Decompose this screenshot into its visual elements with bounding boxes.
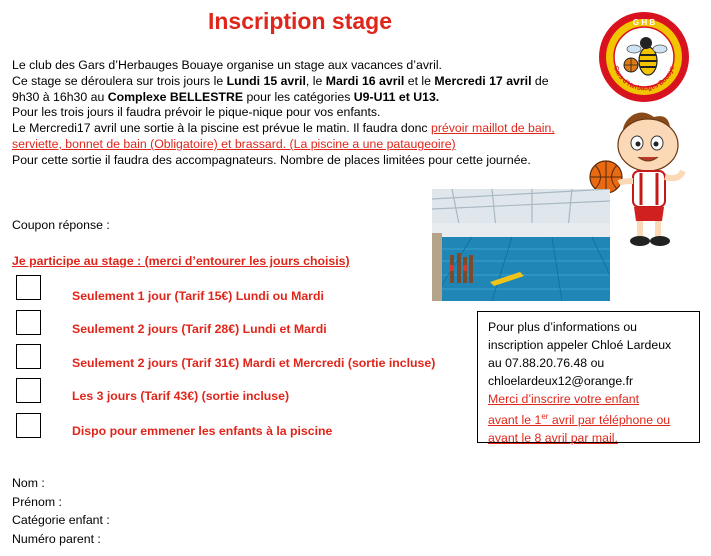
option-2-label: Seulement 2 jours (Tarif 28€) Lundi et Mardi xyxy=(72,322,327,336)
field-prenom: Prénom : xyxy=(12,494,62,509)
info-line-7: avant le 8 avril par mail. xyxy=(488,431,618,446)
info-line-5: Merci d’inscrire votre enfant xyxy=(488,392,640,406)
field-numero-parent: Numéro parent : xyxy=(12,531,101,546)
option-5-checkbox[interactable] xyxy=(16,413,41,438)
info-line-1: Pour plus d’informations ou xyxy=(488,320,638,334)
info-line-3: au 07.88.20.76.48 ou xyxy=(488,356,605,370)
option-4-label: Les 3 jours (Tarif 43€) (sortie incluse) xyxy=(72,389,290,403)
intro-line-3: 9h30 à 16h30 au Complexe BELLESTRE pour les catégories U9-U11 et U13. xyxy=(12,89,440,104)
option-5-label: Dispo pour emmener les enfants à la piscine xyxy=(72,424,333,438)
option-1-checkbox[interactable] xyxy=(16,275,41,300)
option-3-label: Seulement 2 jours (Tarif 31€) Mardi et Mercredi (sortie incluse) xyxy=(72,356,436,370)
logo-top-text: G H B xyxy=(632,18,656,27)
intro-line-7: Pour cette sortie il faudra des accompagnateurs. Nombre de places limitées pour cette journée. xyxy=(12,152,531,167)
intro-line-2: Ce stage se déroulera sur trois jours le Lundi 15 avril, le Mardi 16 avril et le Mercredi 17 avril de xyxy=(12,73,549,88)
contact-info-box xyxy=(477,311,700,446)
option-3-checkbox[interactable] xyxy=(16,344,41,369)
info-email: chloelardeux12@orange.fr xyxy=(488,374,634,388)
intro-text xyxy=(12,58,612,169)
intro-line-4: Pour les trois jours il faudra prévoir le pique-nique pour vos enfants. xyxy=(12,105,381,120)
intro-line-1: Le club des Gars d’Herbauges Bouaye organise un stage aux vacances d’avril. xyxy=(12,58,442,72)
participation-label: Je participe au stage : (merci d’entourer les jours choisis) xyxy=(12,254,350,268)
field-nom: Nom : xyxy=(12,476,45,490)
page-title: Inscription stage xyxy=(207,8,393,34)
coupon-label: Coupon réponse : xyxy=(12,218,110,232)
option-4-checkbox[interactable] xyxy=(16,378,41,403)
option-1-label: Seulement 1 jour (Tarif 15€) Lundi ou Mardi xyxy=(72,289,324,303)
info-line-2: inscription appeler Chloé Lardeux xyxy=(488,338,672,352)
intro-line-5: Le Mercredi17 avril une sortie à la piscine est prévue le matin. Il faudra donc prévoir maillot de bain, xyxy=(12,121,555,136)
field-categorie: Catégorie enfant : xyxy=(12,513,110,527)
logo-ring-text: Gars d’Herbauges Bouaye xyxy=(611,65,677,93)
option-2-checkbox[interactable] xyxy=(16,310,41,335)
club-logo xyxy=(598,11,690,103)
intro-line-6: serviette, bonnet de bain (Obligatoire) et brassard. (La piscine a une pataugeoire) xyxy=(12,136,456,151)
info-line-6: avant le 1er avril par téléphone ou xyxy=(488,412,671,428)
swimming-pool-photo xyxy=(432,189,610,301)
form-fields xyxy=(12,474,110,548)
